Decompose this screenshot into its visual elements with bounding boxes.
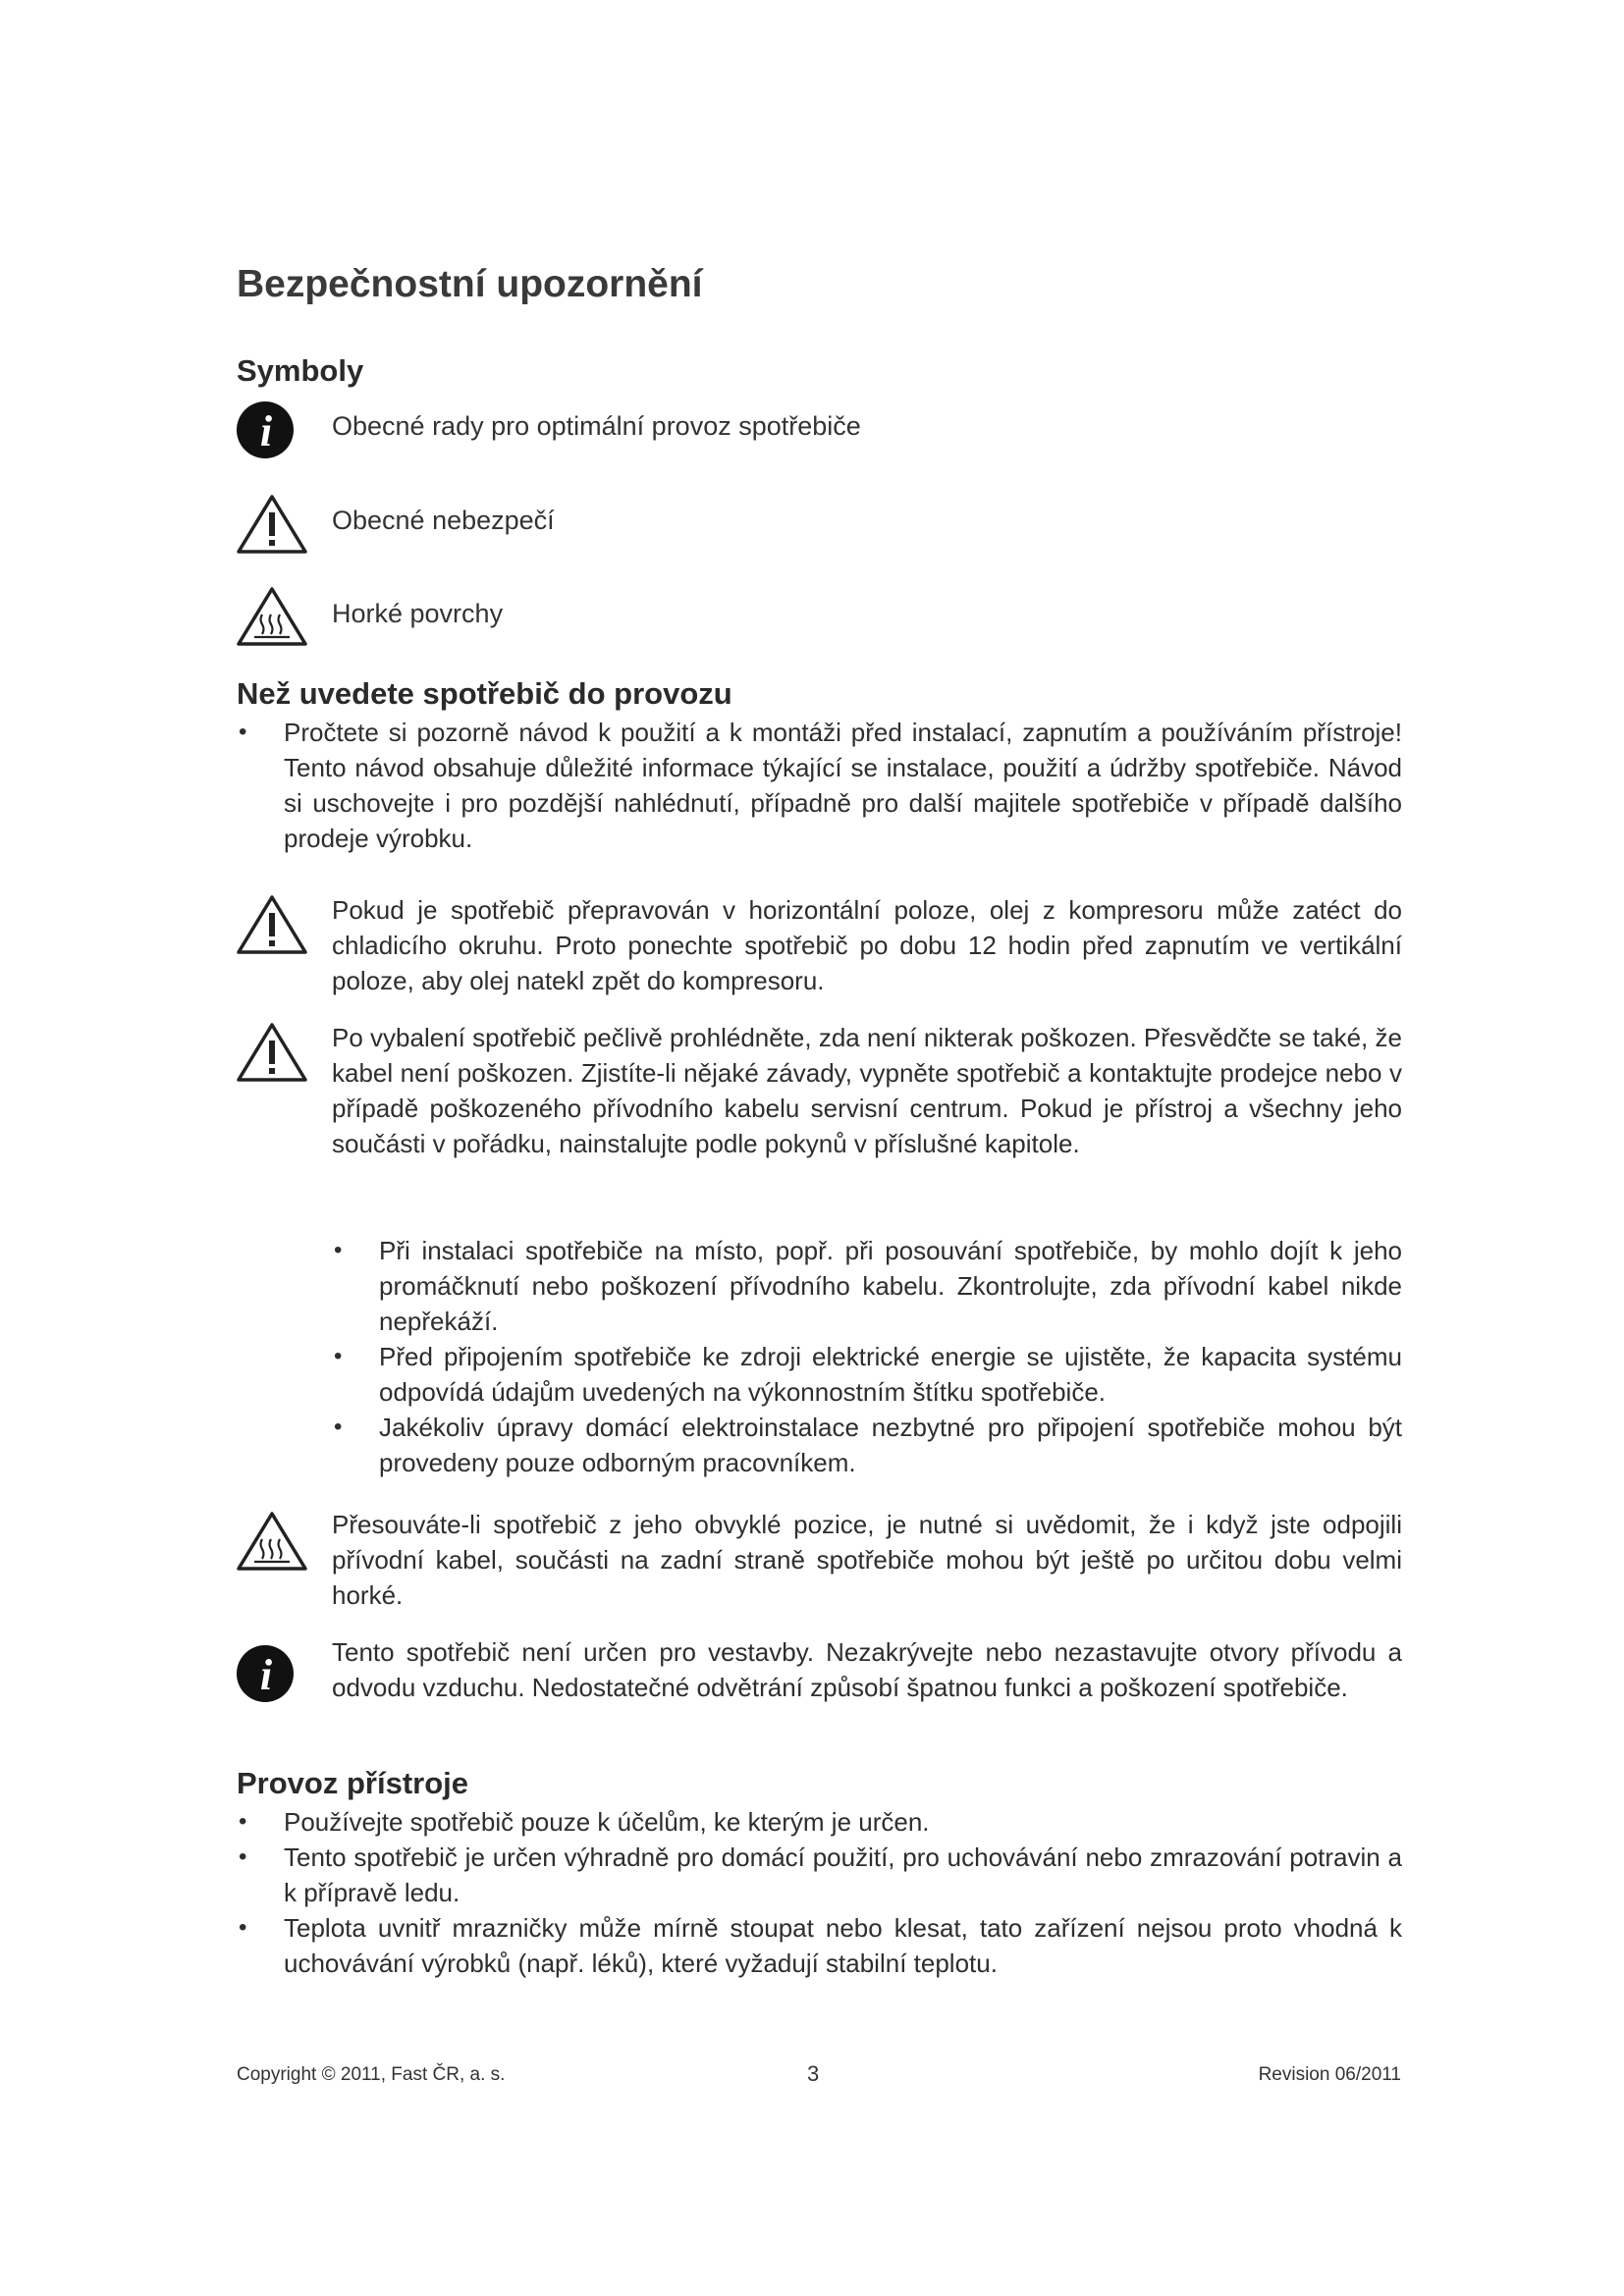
operation-heading: Provoz přístroje (237, 1766, 468, 1800)
footer-revision: Revision 06/2011 (1258, 2064, 1401, 2085)
installation-list (379, 1233, 1402, 1480)
list-item: • Před připojením spotřebiče ke zdroji elektrické energie se ujistěte, že kapacita systému odpovídá údajům uvedených na výkonnostním štítku spotřebiče. (379, 1339, 1402, 1410)
warning-icon (237, 493, 309, 556)
info-icon (236, 400, 297, 461)
footer-copyright: Copyright © 2011, Fast ČR, a. s. (237, 2064, 506, 2085)
list-item: • Tento spotřebič je určen výhradně pro domácí použití, pro uchovávání nebo zmrazování potravin a k přípravě ledu. (284, 1840, 1402, 1910)
warning-icon (237, 1021, 309, 1084)
list-item: • Při instalaci spotřebiče na místo, popř. při posouvání spotřebiče, by mohlo dojít k jeho promáčknutí nebo poškození přívodního kabelu. Zkontrolujte, zda přívodní kabel nikde nepřekáží. (379, 1233, 1402, 1339)
page-title: Bezpečnostní upozornění (237, 263, 703, 305)
operation-list (284, 1804, 1402, 1981)
list-item: • Používejte spotřebič pouze k účelům, ke kterým je určen. (284, 1804, 1402, 1840)
hot-surface-icon (237, 585, 309, 648)
before-use-list (284, 715, 1402, 856)
warning-icon (237, 893, 309, 956)
symbols-heading: Symboly (237, 353, 364, 388)
hot-surface-icon (237, 1510, 309, 1573)
hot-surface-note: Přesouváte-li spotřebič z jeho obvyklé pozice, je nutné si uvědomit, že i když jste odpojili přívodní kabel, součásti na zadní straně spotřebiče mohou být ještě po určitou dobu velmi horké. (332, 1510, 1402, 1610)
list-item: • Jakékoliv úpravy domácí elektroinstalace nezbytné pro připojení spotřebiče mohou být provedeny pouze odborným pracovníkem. (379, 1410, 1402, 1480)
list-item: • Pročtete si pozorně návod k použití a k montáži před instalací, zapnutím a používáním přístroje! Tento návod obsahuje důležité informace týkající se instalace, použití a údržby spotřebiče. Návod si uschovejte i pro pozdější nahlédnutí, případně pro další majitele spotřebiče v případě dalšího prodeje výrobku. (284, 715, 1402, 856)
list-item: • Teplota uvnitř mrazničky může mírně stoupat nebo klesat, tato zařízení nejsou proto vhodná k uchovávání výrobků (např. léků), které vyžadují stabilní teplotu. (284, 1910, 1402, 1981)
warning-unpack-text: Po vybalení spotřebič pečlivě prohlédněte, zda není nikterak poškozen. Přesvědčte se také, že kabel není poškozen. Zjistíte-li nějaké závady, vypněte spotřebič a kontaktujte prodejce nebo v případě poškozeného přívodního kabelu servisní centrum. Pokud je přístroj a všechny jeho součásti v pořádku, nainstalujte podle pokynů v příslušné kapitole. (332, 1023, 1402, 1158)
page-number: 3 (807, 2061, 820, 2086)
warning-transport-text: Pokud je spotřebič přepravován v horizontální poloze, olej z kompresoru může zatéct do chladicího okruhu. Proto ponechte spotřebič po dobu 12 hodin před zapnutím ve vertikální poloze, aby olej natekl zpět do kompresoru. (332, 895, 1402, 995)
before-use-heading: Než uvedete spotřebič do provozu (237, 676, 732, 711)
symbol-label-info: Obecné rady pro optimální provoz spotřebiče (332, 411, 861, 441)
info-note: Tento spotřebič není určen pro vestavby. Nezakrývejte nebo nezastavujte otvory přívodu a odvodu vzduchu. Nedostatečné odvětrání způsobí špatnou funkci a poškození spotřebiče. (332, 1637, 1402, 1702)
symbol-label-warning: Obecné nebezpečí (332, 506, 555, 535)
symbol-label-hot: Horké povrchy (332, 599, 504, 628)
info-icon (236, 1644, 297, 1705)
